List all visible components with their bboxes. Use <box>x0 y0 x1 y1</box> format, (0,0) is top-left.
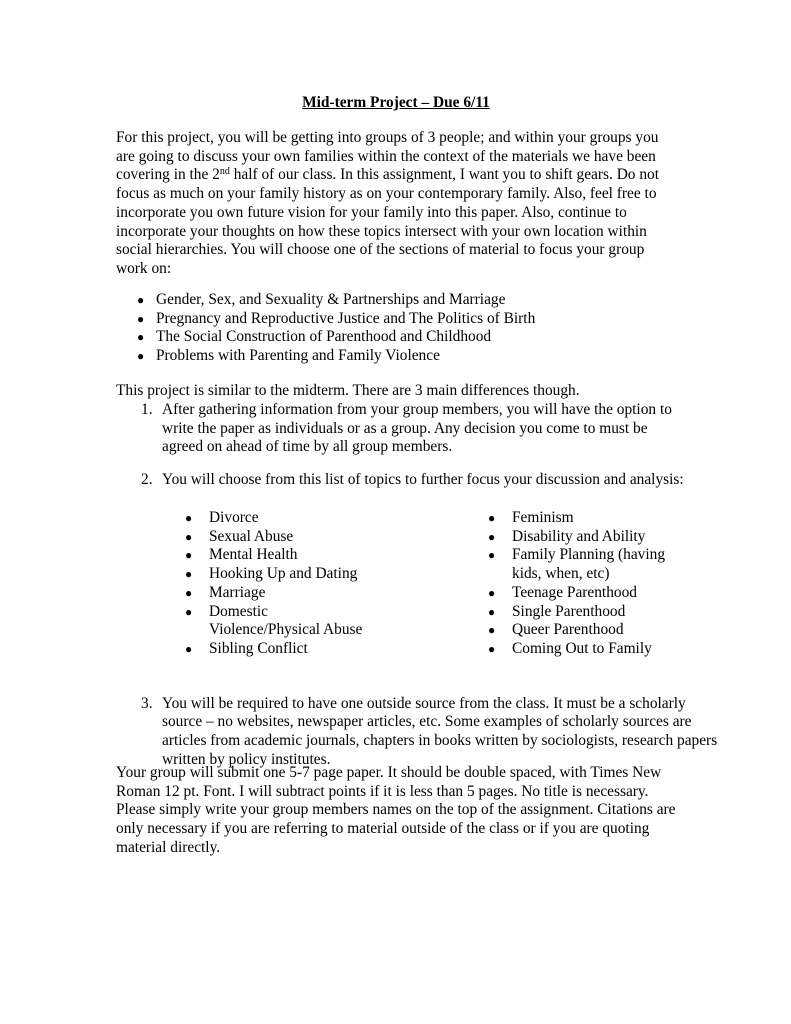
bullet-icon: ● <box>488 585 496 600</box>
topic-label: Sibling Conflict <box>209 639 308 657</box>
topic-label: Queer Parenthood <box>512 621 624 639</box>
topic-label: Family Planning (having kids, when, etc) <box>512 546 666 583</box>
difference-item <box>116 401 676 457</box>
bullet-icon: ● <box>488 511 496 525</box>
bullet-icon: ● <box>137 330 145 345</box>
difference-item <box>116 695 722 770</box>
section-label: Problems with Parenting and Family Violence <box>156 347 440 365</box>
topic-label: Disability and Ability <box>512 527 646 545</box>
intro-superscript: nd <box>219 166 230 178</box>
topic-item <box>488 621 677 640</box>
difference-number: 3. <box>141 694 153 712</box>
bullet-icon: ● <box>185 585 193 600</box>
bullet-icon: ● <box>185 511 193 525</box>
bullet-icon: ● <box>185 567 193 582</box>
topic-label: Sexual Abuse <box>209 527 294 545</box>
topic-label: Hooking Up and Dating <box>209 565 358 583</box>
difference-number: 2. <box>141 471 153 488</box>
section-item <box>116 310 676 329</box>
section-list <box>116 291 676 366</box>
bullet-icon: ● <box>185 641 193 656</box>
topic-item <box>488 639 677 659</box>
section-item <box>116 347 676 366</box>
intro-text-start: For this project, you will be getting into groups of 3 people; and within your groups you are going to discuss your own families within the context of the materials we have been covering in the 2 <box>116 129 659 184</box>
difference-text: You will be required to have one outside source from the class. It must be a scholarly source – no websites, newspaper articles, etc. Some examples of scholarly sources are articles from academic journals, chapters in books written by sociologists, research papers written by policy institutes. <box>162 694 718 768</box>
bullet-icon: ● <box>488 623 496 638</box>
section-item <box>116 291 676 310</box>
section-label: The Social Construction of Parenthood and Childhood <box>156 328 492 346</box>
topic-item <box>488 602 677 622</box>
topic-item <box>488 509 677 528</box>
topic-label: Marriage <box>209 583 266 601</box>
bullet-icon: ● <box>488 529 496 544</box>
topics-left-column <box>185 509 409 659</box>
closing-paragraph: Your group will submit one 5-7 page paper. It should be double spaced, with Times New Roman 12 pt. Font. I will subtract points if it is less than 5 pages. No title is necessary. Please simply write your group members names on the top of the assignment. Citations are only necessary if you are referring to material outside of the class or if you are quoting material directly. <box>116 764 676 856</box>
topic-label: Single Parenthood <box>512 602 626 620</box>
difference-text: After gathering information from your group members, you will have the option to write the paper as individuals or as a group. Any decision you come to must be agreed on ahead of time by all group members. <box>162 401 672 456</box>
intro-text-end: half of our class. In this assignment, I want you to shift gears. Do not focus as much on your family history as on your contemporary family. Also, feel free to incorporate you own future vision for your family into this paper. Also, continue to incorporate your thoughts on how these topics intersect with your own location within social hierarchies. You will choose one of the sections of material to focus your group work on: <box>116 166 660 277</box>
topic-label: Coming Out to Family <box>512 639 652 657</box>
bullet-icon: ● <box>488 641 496 656</box>
topic-label: Domestic Violence/Physical Abuse <box>209 602 363 639</box>
topic-item <box>185 583 409 603</box>
difference-number: 1. <box>141 401 153 418</box>
page-title: Mid-term Project – Due 6/11 <box>302 94 490 111</box>
document-page <box>116 0 718 856</box>
bullet-icon: ● <box>185 548 193 563</box>
section-item <box>116 328 676 347</box>
bullet-icon: ● <box>185 529 193 544</box>
difference-item <box>116 471 722 490</box>
topic-item <box>185 602 379 640</box>
differences-intro: This project is similar to the midterm. There are 3 main differences though. <box>116 382 580 399</box>
topic-item <box>488 546 677 583</box>
section-label: Pregnancy and Reproductive Justice and The Politics of Birth <box>156 309 536 327</box>
bullet-icon: ● <box>185 604 193 619</box>
topic-item <box>185 546 409 565</box>
topic-label: Feminism <box>512 509 574 526</box>
topic-item <box>488 583 677 603</box>
differences-list <box>116 401 676 457</box>
topic-label: Teenage Parenthood <box>512 583 637 601</box>
bullet-icon: ● <box>488 604 496 619</box>
topic-item <box>488 527 677 547</box>
topic-item <box>185 565 409 584</box>
topic-label: Divorce <box>209 509 259 526</box>
bullet-icon: ● <box>137 293 145 307</box>
topics-right-column <box>488 509 677 659</box>
intro-paragraph <box>116 129 676 279</box>
bullet-icon: ● <box>137 311 145 326</box>
topic-item <box>185 527 409 547</box>
section-label: Gender, Sex, and Sexuality & Partnerships and Marriage <box>156 291 506 308</box>
topic-item <box>185 639 409 659</box>
bullet-icon: ● <box>488 548 496 563</box>
difference-text: You will choose from this list of topics to further focus your discussion and analysis: <box>162 471 684 488</box>
bullet-icon: ● <box>137 349 145 364</box>
topic-label: Mental Health <box>209 546 298 564</box>
topic-item <box>185 509 409 528</box>
